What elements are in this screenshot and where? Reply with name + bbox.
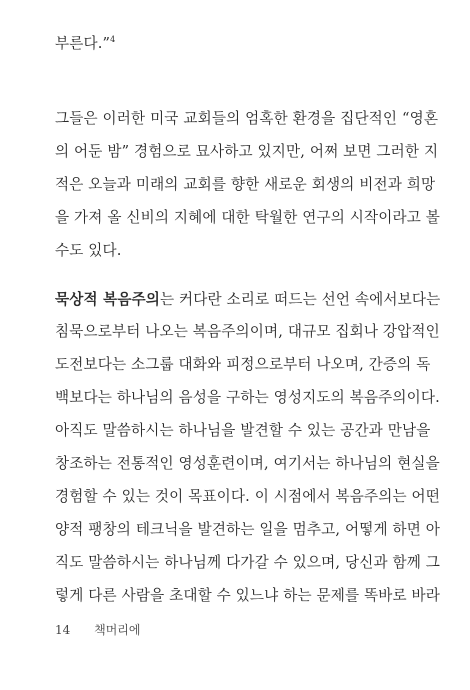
paragraph-2-first-line: 묵상적 복음주의는 커다란 소리로 떠드는 선언 속에서보다는 (55, 291, 441, 308)
page-footer (55, 621, 140, 638)
paragraph-2-line: 도전보다는 소그룹 대화와 피정으로부터 나오며, 간증의 독 (55, 356, 431, 373)
paragraph-1-line: 그들은 이러한 미국 교회들의 엄혹한 환경을 집단적인 “영혼 (55, 110, 439, 127)
paragraph-1-line: 을 가져 올 신비의 지혜에 대한 탁월한 연구의 시작이라고 볼 (55, 209, 441, 226)
paragraph-2-line: 직도 말씀하시는 하나님께 다가갈 수 있으며, 당신과 함께 그 (55, 554, 441, 571)
paragraph-2-line: 창조하는 전통적인 영성훈련이며, 여기서는 하나님의 현실을 (55, 455, 440, 472)
page-number: 14 (55, 623, 71, 637)
paragraph-1-line: 수도 있다. (55, 242, 122, 259)
running-title: 책머리에 (94, 623, 141, 637)
paragraph-0-line: 부른다.”$^4$ (55, 35, 116, 52)
paragraph-2-line: 백보다는 하나님의 음성을 구하는 영성지도의 복음주의이다. (55, 389, 440, 406)
paragraph-1-line: 의 어둔 밤” 경험으로 묘사하고 있지만, 어쩌 보면 그러한 지 (55, 143, 439, 160)
paragraph-2-line: 렇게 다른 사람을 초대할 수 있느냐 하는 문제를 똑바로 바라 (55, 587, 441, 604)
bold-term: 묵상적 복음주의 (55, 291, 160, 308)
paragraph-2-line: 침묵으로부터 나오는 복음주의이며, 대규모 집회나 강압적인 (55, 323, 440, 340)
paragraph-2-line: 아직도 말씀하시는 하나님을 발견할 수 있는 공간과 만남을 (55, 422, 431, 439)
paragraph-2-line: 경험할 수 있는 것이 목표이다. 이 시점에서 복음주의는 어떤 (55, 488, 441, 505)
footnote-marker: 4 (110, 35, 116, 45)
paragraph-1-line: 적은 오늘과 미래의 교회를 향한 새로운 회생의 비전과 희망 (55, 176, 436, 193)
paragraph-2-line: 양적 팽창의 테크닉을 발견하는 일을 멈추고, 어떻게 하면 아 (55, 521, 441, 538)
